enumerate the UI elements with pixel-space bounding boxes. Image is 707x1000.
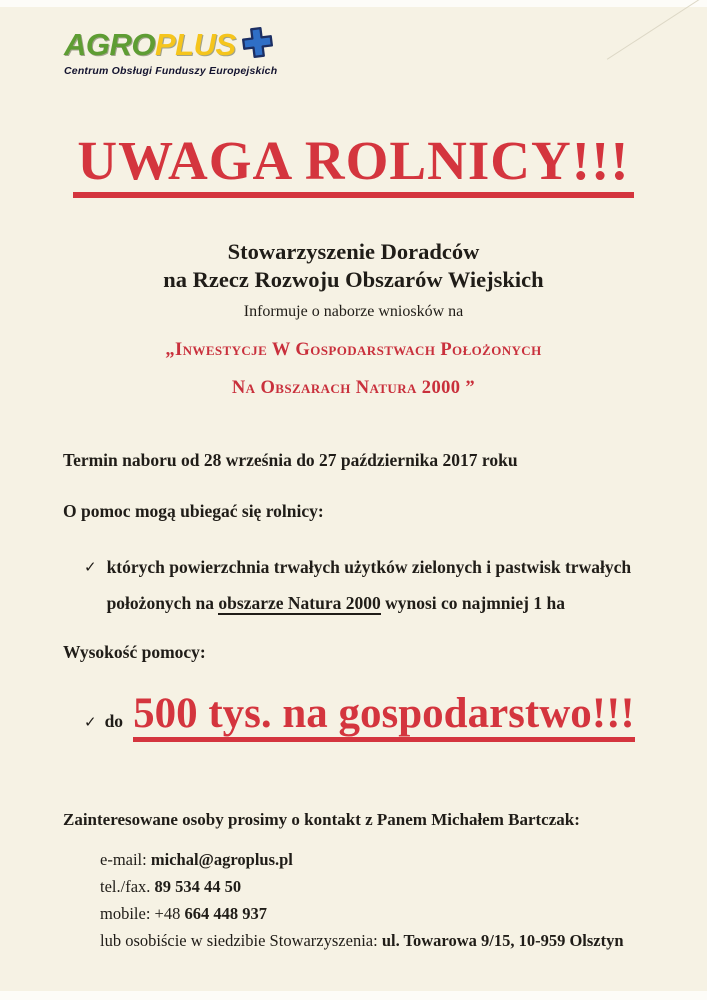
- organization-name-line2: na Rzecz Rozwoju Obszarów Wiejskich: [163, 267, 544, 292]
- agroplus-logo: [64, 28, 277, 77]
- bullet-line2-underlined: obszarze Natura 2000: [218, 593, 381, 613]
- scan-artifact-line: [607, 0, 707, 60]
- contact-value-mobile: 664 448 937: [184, 904, 267, 923]
- scan-edge-bottom: [0, 991, 707, 1000]
- term-text: Termin naboru od 28 września do 27 października 2017 roku: [63, 450, 518, 470]
- aid-do-label: do: [104, 711, 124, 731]
- contact-row-email: [100, 846, 624, 873]
- announcement-text: Informuje o naborze wniosków na: [243, 303, 464, 320]
- contact-value-address: ul. Towarowa 9/15, 10-959 Olsztyn: [381, 931, 624, 950]
- eligibility-header: O pomoc mogą ubiegać się rolnicy:: [63, 501, 324, 521]
- aid-amount-text: 500 tys. na gospodarstwo!!!: [133, 692, 635, 742]
- contact-row-mobile: [100, 900, 624, 927]
- organization-name-line1: Stowarzyszenie Doradców: [227, 239, 480, 264]
- logo-text-plus: PLUS: [155, 27, 236, 62]
- contact-header: Zainteresowane osoby prosimy o kontakt z Panem Michałem Bartczak:: [63, 810, 580, 829]
- program-name: [0, 341, 707, 397]
- contact-row-address: [100, 927, 624, 954]
- logo-tagline: Centrum Obsługi Funduszy Europejskich: [64, 65, 278, 77]
- bullet-line2-post: wynosi co najmniej 1 ha: [380, 593, 565, 613]
- program-name-line1: „Inwestycje W Gospodarstwach Położonych: [165, 340, 542, 360]
- contact-value-email: michal@agroplus.pl: [150, 850, 293, 869]
- logo-text-agro: AGRO: [64, 27, 155, 62]
- bullet-line2-pre: położonych na: [106, 593, 219, 613]
- contact-list: [100, 846, 624, 954]
- contact-label: mobile: +48: [100, 904, 185, 923]
- contact-row-telfax: [100, 873, 624, 900]
- contact-label: lub osobiście w siedzibie Stowarzyszenia:: [100, 931, 382, 950]
- scan-edge-top: [0, 0, 707, 7]
- organization-name: [0, 238, 707, 294]
- contact-label: e-mail:: [100, 850, 151, 869]
- page-title: UWAGA ROLNICY!!!: [73, 132, 633, 198]
- eligibility-bullet: [84, 549, 631, 621]
- bullet-line1: których powierzchnia trwałych użytków zielonych i pastwisk trwałych: [106, 557, 632, 577]
- aid-header: Wysokość pomocy:: [63, 642, 206, 662]
- program-name-line2: Na Obszarach Natura 2000 ”: [231, 377, 476, 398]
- contact-value-telfax: 89 534 44 50: [154, 877, 242, 896]
- eligibility-bullet-text: [107, 549, 632, 621]
- plus-icon: [239, 24, 276, 61]
- checkmark-icon: ✓: [84, 558, 97, 576]
- contact-label: tel./fax.: [100, 877, 155, 896]
- checkmark-icon: ✓: [84, 713, 97, 731]
- aid-amount-line: [84, 692, 635, 742]
